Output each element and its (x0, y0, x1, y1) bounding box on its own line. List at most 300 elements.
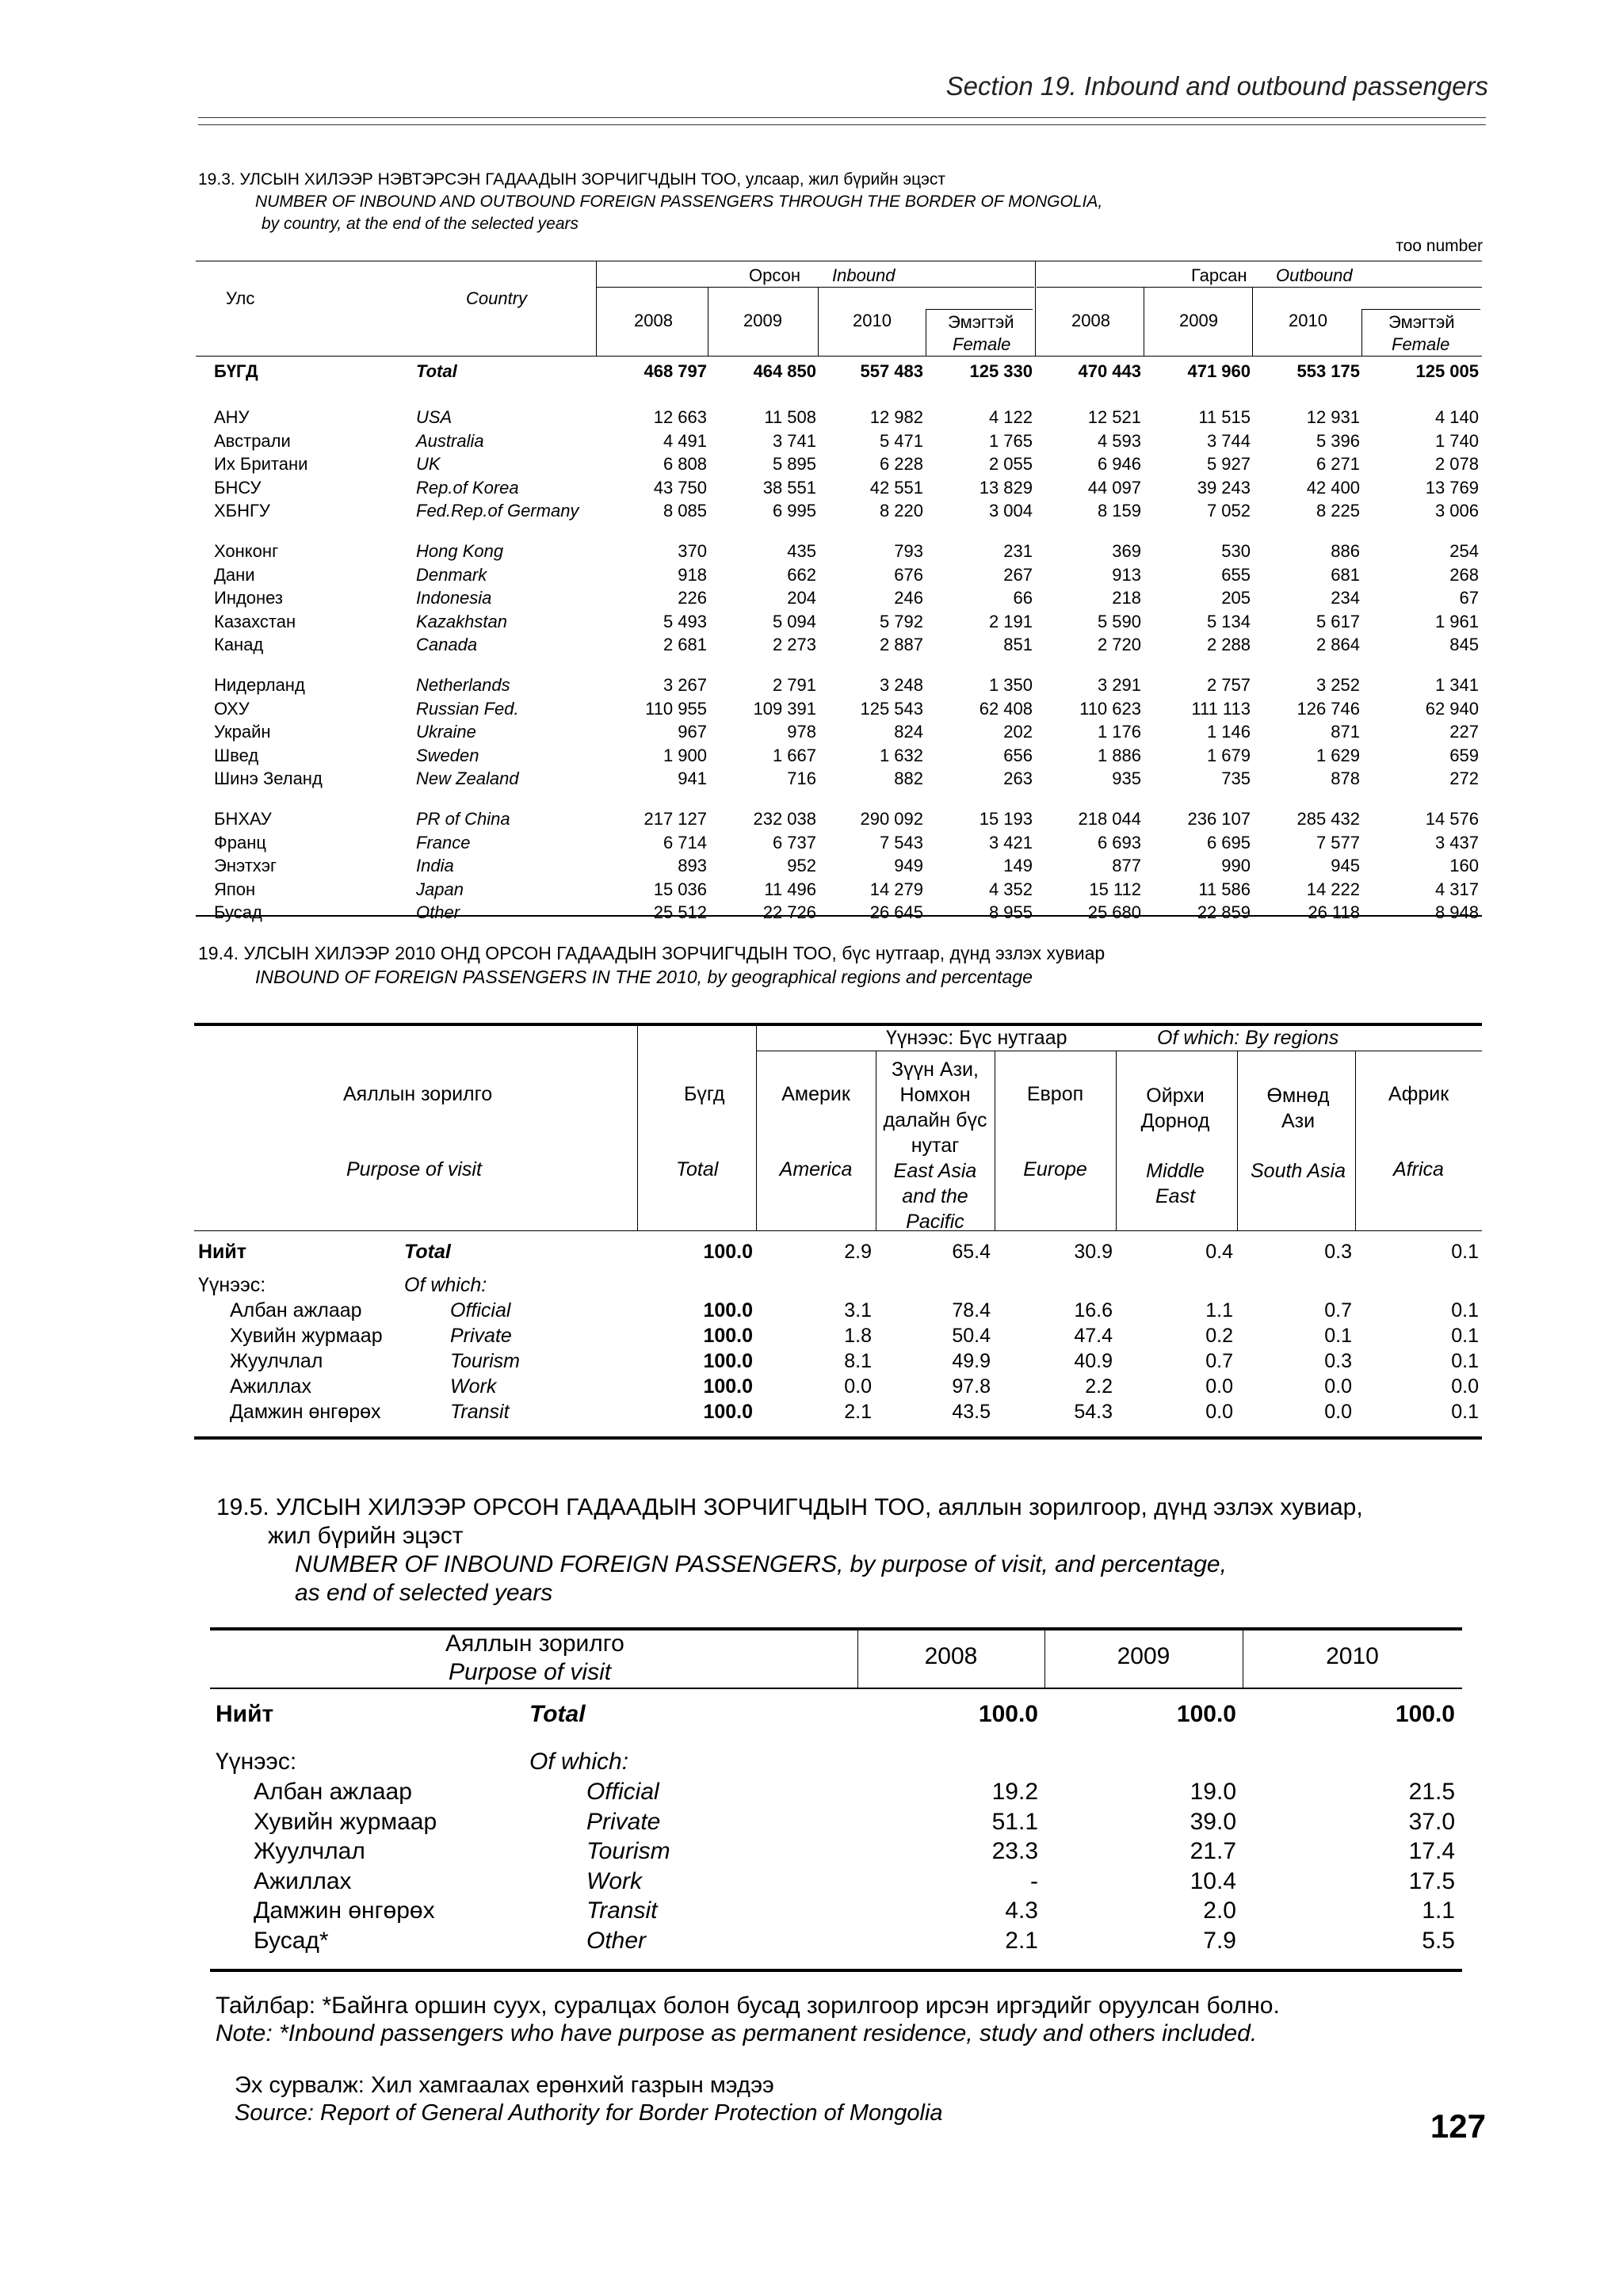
cell-value: 3 248 (879, 675, 923, 695)
cell-value: 100.0 (703, 1350, 753, 1372)
cell-value: 2 055 (988, 454, 1033, 474)
purpose-en: Official (586, 1779, 659, 1805)
t195-head-rule (210, 1688, 1462, 1689)
cell-value: 12 663 (653, 407, 707, 427)
cell-value: 2 288 (1206, 635, 1251, 654)
cell-value: 3 006 (1434, 501, 1479, 521)
cell-value: 3 291 (1097, 675, 1141, 695)
cell-value: 882 (894, 769, 923, 788)
t193-year-header: 2010 (853, 311, 892, 330)
cell-value: 2.1 (844, 1401, 872, 1423)
cell-value: 952 (787, 856, 816, 875)
cell-value: 1 961 (1434, 611, 1479, 631)
t194-regions-en: Of which: By regions (1157, 1027, 1339, 1049)
t193-title-mn: 19.3. УЛСЫН ХИЛЭЭР НЭВТЭРСЭН ГАДААДЫН ЗОРЧИГЧДЫН ТОО, улсаар, жил бүрийн эцэст (198, 170, 945, 189)
purpose-en: Tourism (450, 1350, 520, 1372)
purpose-en: Work (450, 1375, 497, 1398)
cell-value: 226 (678, 588, 707, 608)
t195-purpose-mn: Аяллын зорилго (445, 1630, 624, 1657)
cell-value: 16.6 (1074, 1299, 1113, 1322)
cell-value: 1 350 (988, 675, 1033, 695)
total-label-mn: БҮГД (214, 361, 258, 381)
cell-value: 655 (1221, 564, 1251, 585)
t193-outbound-rule (1037, 287, 1482, 288)
cell-value: 285 432 (1296, 809, 1360, 829)
cell-value: 2.1 (1005, 1927, 1038, 1954)
note-en: Note: *Inbound passengers who have purpose as permanent residence, study and others included. (216, 2020, 1258, 2046)
cell-value: 25 512 (653, 902, 707, 922)
cell-value: 13 829 (979, 477, 1033, 498)
ofwhich-mn: Үүнээс: (216, 1749, 297, 1775)
t195-title-mn: 19.5. УЛСЫН ХИЛЭЭР ОРСОН ГАДААДЫН ЗОРЧИГЧДЫН ТОО, аяллын зорилгоор, дүнд эзлэх хувиар, (216, 1494, 1363, 1520)
purpose-mn: Албан ажлаар (254, 1779, 412, 1805)
cell-value: 681 (1331, 564, 1360, 585)
cell-value: 6 693 (1097, 832, 1141, 852)
t194-vline (756, 1024, 757, 1230)
total-label-en: Total (529, 1701, 586, 1727)
cell-value: 8 948 (1434, 902, 1479, 922)
country-name-en: India (416, 856, 454, 875)
cell-value: 227 (1449, 722, 1479, 742)
cell-value: 1 341 (1434, 675, 1479, 695)
cell-value: 1 632 (879, 745, 923, 765)
cell-value: 15 112 (1089, 879, 1141, 899)
t193-year-header: 2008 (634, 311, 673, 330)
header-rule (198, 117, 1486, 118)
total-value: 125 330 (969, 361, 1033, 381)
cell-value: 12 521 (1087, 407, 1141, 427)
t194-col-europe-mn: Европ (1026, 1083, 1084, 1105)
cell-value: 676 (894, 564, 923, 585)
cell-value: 7 577 (1316, 832, 1360, 852)
note-mn: Тайлбар: *Байнга оршин суух, суралцах болон бусад зорилгоор ирсэн иргэдийг оруулсан болно. (216, 1993, 1280, 2019)
t193-year-header: 2009 (743, 311, 782, 330)
t193-female-en: Female (953, 334, 1011, 354)
cell-value: 656 (1003, 745, 1033, 765)
total-value: 0.4 (1205, 1241, 1233, 1263)
cell-value: 11 515 (1198, 407, 1251, 427)
total-value: 0.1 (1451, 1241, 1479, 1263)
t194-col-mideast-en: Middle East (1146, 1160, 1205, 1207)
cell-value: 17.4 (1408, 1838, 1455, 1864)
country-name-en: Russian Fed. (416, 698, 519, 719)
t194-purpose-mn: Аяллын зорилго (343, 1083, 493, 1105)
total-value: 100.0 (703, 1241, 753, 1263)
country-name-mn: Бусад (214, 902, 262, 922)
cell-value: 1 667 (772, 745, 816, 765)
cell-value: 5 471 (879, 430, 923, 451)
cell-value: 3 741 (772, 430, 816, 451)
cell-value: 263 (1003, 769, 1033, 788)
cell-value: 11 496 (764, 879, 816, 899)
cell-value: 1.1 (1422, 1897, 1455, 1924)
cell-value: 40.9 (1074, 1350, 1113, 1372)
country-name-en: UK (416, 454, 441, 474)
cell-value: 845 (1449, 635, 1479, 654)
t194-purpose-en: Purpose of visit (346, 1158, 482, 1180)
cell-value: 0.0 (844, 1375, 872, 1398)
country-name-mn: Австрали (214, 430, 291, 451)
cell-value: 0.0 (1451, 1375, 1479, 1398)
cell-value: 49.9 (952, 1350, 991, 1372)
cell-value: 2.2 (1085, 1375, 1113, 1398)
cell-value: 3.1 (844, 1299, 872, 1322)
cell-value: 978 (787, 722, 816, 742)
country-name-en: Indonesia (416, 588, 492, 608)
t194-col-america-en: America (779, 1158, 853, 1180)
t194-vline (637, 1024, 638, 1230)
t194-col-southasia-en: South Asia (1251, 1160, 1346, 1182)
country-name-mn: Хонконг (214, 541, 279, 561)
cell-value: 1.8 (844, 1325, 872, 1347)
t193-inbound-en: Inbound (832, 265, 896, 285)
cell-value: 0.7 (1205, 1350, 1233, 1372)
country-name-mn: БНХАУ (214, 809, 272, 829)
t194-col-africa-mn: Африк (1388, 1083, 1449, 1105)
t193-vline (818, 287, 819, 356)
cell-value: 12 982 (869, 407, 923, 427)
cell-value: 149 (1003, 856, 1033, 875)
country-name-mn: Индонез (214, 588, 284, 608)
cell-value: 5 590 (1097, 611, 1141, 631)
t193-year-header: 2008 (1071, 311, 1110, 330)
cell-value: 43.5 (952, 1401, 991, 1423)
cell-value: 2.0 (1203, 1897, 1236, 1924)
total-label-mn: Нийт (198, 1241, 247, 1263)
purpose-mn: Албан ажлаар (230, 1299, 362, 1322)
cell-value: 100.0 (703, 1299, 753, 1322)
cell-value: 50.4 (952, 1325, 991, 1347)
t194-total-mn: Бүгд (684, 1083, 725, 1105)
cell-value: 0.1 (1451, 1350, 1479, 1372)
total-value: 553 175 (1296, 361, 1360, 381)
cell-value: 17.5 (1408, 1867, 1455, 1894)
cell-value: 7 052 (1206, 501, 1251, 521)
cell-value: 4 140 (1434, 407, 1479, 427)
cell-value: 23.3 (991, 1838, 1038, 1864)
t193-female-mn: Эмэгтэй (948, 312, 1014, 332)
cell-value: 290 092 (860, 809, 923, 829)
cell-value: 913 (1112, 564, 1141, 585)
cell-value: 125 543 (860, 698, 923, 719)
country-name-en: Netherlands (416, 675, 510, 695)
cell-value: 22 726 (762, 902, 816, 922)
cell-value: 0.1 (1324, 1325, 1352, 1347)
t193-unit: тоо number (1396, 237, 1483, 255)
cell-value: 11 508 (764, 407, 816, 427)
purpose-mn: Дамжин өнгөрөх (230, 1401, 381, 1423)
country-name-en: USA (416, 407, 453, 427)
cell-value: 109 391 (753, 698, 816, 719)
country-name-mn: Канад (214, 635, 264, 654)
t194-col-mideast-mn: Ойрхи Дорнод (1140, 1085, 1210, 1132)
purpose-en: Transit (450, 1401, 510, 1423)
cell-value: 3 421 (988, 832, 1033, 852)
cell-value: 4 593 (1097, 430, 1141, 451)
cell-value: 793 (894, 541, 923, 561)
t193-col-ulс: Улс (226, 288, 255, 308)
cell-value: 19.0 (1190, 1779, 1236, 1805)
cell-value: 1 886 (1097, 745, 1141, 765)
country-name-en: Rep.of Korea (416, 477, 519, 498)
cell-value: 6 995 (772, 501, 816, 521)
cell-value: 530 (1221, 541, 1251, 561)
t193-female-en: Female (1392, 334, 1450, 354)
t195-title-mn2: жил бүрийн эцэст (268, 1523, 464, 1549)
cell-value: 5 895 (772, 454, 816, 474)
t193-vline (1361, 309, 1362, 356)
cell-value: 62 940 (1425, 698, 1479, 719)
country-name-en: Canada (416, 635, 478, 654)
cell-value: 202 (1003, 722, 1033, 742)
cell-value: 15 193 (979, 809, 1033, 829)
t195-year-header: 2009 (1117, 1643, 1170, 1669)
country-name-en: Hong Kong (416, 541, 504, 561)
cell-value: 851 (1003, 635, 1033, 654)
cell-value: 0.7 (1324, 1299, 1352, 1322)
cell-value: 8 159 (1097, 501, 1141, 521)
cell-value: 78.4 (952, 1299, 991, 1322)
country-name-en: Sweden (416, 745, 479, 765)
t193-head-rule (196, 356, 1482, 357)
cell-value: 2 864 (1316, 635, 1360, 654)
cell-value: 1 176 (1097, 722, 1141, 742)
page-number: 127 (1430, 2107, 1486, 2145)
cell-value: 6 737 (772, 832, 816, 852)
cell-value: 204 (787, 588, 816, 608)
cell-value: 1 765 (988, 430, 1033, 451)
total-label-mn: Нийт (216, 1701, 274, 1727)
cell-value: 21.5 (1408, 1779, 1455, 1805)
cell-value: 3 252 (1316, 675, 1360, 695)
cell-value: 877 (1112, 856, 1141, 875)
cell-value: 4 122 (988, 407, 1033, 427)
t193-vline (1035, 261, 1036, 356)
t194-top-rule (194, 1023, 1482, 1026)
country-name-mn: ХБНГУ (214, 501, 270, 521)
cell-value: 14 279 (869, 879, 923, 899)
cell-value: 8 955 (988, 902, 1033, 922)
cell-value: 100.0 (703, 1325, 753, 1347)
cell-value: 893 (678, 856, 707, 875)
total-value: 468 797 (643, 361, 707, 381)
cell-value: 12 931 (1306, 407, 1360, 427)
cell-value: 39 243 (1197, 477, 1251, 498)
ofwhich-en: Of which: (404, 1274, 487, 1296)
total-label-en: Total (404, 1241, 451, 1263)
total-value: 470 443 (1078, 361, 1141, 381)
cell-value: 3 267 (663, 675, 707, 695)
cell-value: - (1030, 1867, 1038, 1894)
cell-value: 100.0 (703, 1375, 753, 1398)
cell-value: 13 769 (1425, 477, 1479, 498)
cell-value: 232 038 (753, 809, 816, 829)
purpose-mn: Дамжин өнгөрөх (254, 1897, 435, 1924)
total-value: 0.3 (1324, 1241, 1352, 1263)
cell-value: 1 146 (1206, 722, 1251, 742)
t193-bottom-rule (196, 915, 1482, 917)
cell-value: 42 400 (1306, 477, 1360, 498)
cell-value: 47.4 (1074, 1325, 1113, 1347)
cell-value: 217 127 (643, 809, 707, 829)
t194-title-mn: 19.4. УЛСЫН ХИЛЭЭР 2010 ОНД ОРСОН ГАДААДЫН ЗОРЧИГЧДЫН ТОО, бүс нутгаар, дүнд эзлэх хувиар (198, 943, 1106, 963)
ofwhich-mn: Үүнээс: (198, 1274, 266, 1296)
cell-value: 2 757 (1206, 675, 1251, 695)
country-name-en: Japan (416, 879, 464, 899)
t195-title-en: NUMBER OF INBOUND FOREIGN PASSENGERS, by purpose of visit, and percentage, (295, 1551, 1227, 1577)
country-name-mn: Украйн (214, 722, 271, 742)
cell-value: 886 (1331, 541, 1360, 561)
purpose-en: Tourism (586, 1838, 670, 1864)
cell-value: 0.0 (1205, 1401, 1233, 1423)
cell-value: 62 408 (979, 698, 1033, 719)
purpose-mn: Жуулчлал (254, 1838, 365, 1864)
cell-value: 941 (678, 769, 707, 788)
cell-value: 26 645 (869, 902, 923, 922)
cell-value: 0.0 (1324, 1401, 1352, 1423)
cell-value: 7 543 (879, 832, 923, 852)
cell-value: 370 (678, 541, 707, 561)
cell-value: 236 107 (1187, 809, 1251, 829)
cell-value: 1 900 (663, 745, 707, 765)
cell-value: 39.0 (1190, 1808, 1236, 1835)
t193-inbound-mn: Орсон (749, 265, 800, 285)
cell-value: 2 720 (1097, 635, 1141, 654)
purpose-en: Private (586, 1808, 661, 1835)
country-name-mn: АНУ (214, 407, 250, 427)
cell-value: 8.1 (844, 1350, 872, 1372)
cell-value: 272 (1449, 769, 1479, 788)
t193-outbound-en: Outbound (1276, 265, 1353, 285)
country-name-mn: Энэтхэг (214, 856, 277, 875)
source-en: Source: Report of General Authority for Border Protection of Mongolia (235, 2100, 943, 2126)
total-value: 125 005 (1415, 361, 1479, 381)
cell-value: 21.7 (1190, 1838, 1236, 1864)
cell-value: 0.2 (1205, 1325, 1233, 1347)
cell-value: 0.1 (1451, 1325, 1479, 1347)
cell-value: 3 744 (1206, 430, 1251, 451)
cell-value: 5 927 (1206, 454, 1251, 474)
t193-vline (1252, 287, 1253, 356)
cell-value: 2 078 (1434, 454, 1479, 474)
total-value: 557 483 (860, 361, 923, 381)
t193-inbound-rule (596, 287, 1034, 288)
total-value: 65.4 (952, 1241, 991, 1263)
cell-value: 1 740 (1434, 430, 1479, 451)
cell-value: 2 681 (663, 635, 707, 654)
cell-value: 949 (894, 856, 923, 875)
cell-value: 268 (1449, 564, 1479, 585)
cell-value: 110 623 (1079, 698, 1141, 719)
cell-value: 1 679 (1206, 745, 1251, 765)
cell-value: 42 551 (869, 477, 923, 498)
purpose-en: Official (450, 1299, 511, 1322)
cell-value: 8 085 (663, 501, 707, 521)
purpose-mn: Хувийн журмаар (254, 1808, 437, 1835)
cell-value: 218 044 (1078, 809, 1141, 829)
cell-value: 5.5 (1422, 1927, 1455, 1954)
purpose-en: Work (586, 1867, 642, 1894)
cell-value: 37.0 (1408, 1808, 1455, 1835)
cell-value: 435 (787, 541, 816, 561)
cell-value: 44 097 (1087, 477, 1141, 498)
t195-year-header: 2008 (924, 1643, 978, 1669)
source-mn: Эх сурвалж: Хил хамгаалах ерөнхий газрын мэдээ (235, 2073, 774, 2098)
cell-value: 6 808 (663, 454, 707, 474)
cell-value: 4 352 (988, 879, 1033, 899)
cell-value: 935 (1112, 769, 1141, 788)
t194-col-europe-en: Europe (1023, 1158, 1087, 1180)
total-value: 2.9 (844, 1241, 872, 1263)
cell-value: 22 859 (1197, 902, 1251, 922)
t194-regions-mn: Үүнээс: Бүс нутгаар (886, 1027, 1067, 1049)
t194-col-eastasia-en: East Asia and the Pacific (893, 1160, 977, 1233)
purpose-mn: Жуулчлал (230, 1350, 323, 1372)
cell-value: 6 271 (1316, 454, 1360, 474)
cell-value: 0.1 (1451, 1401, 1479, 1423)
cell-value: 878 (1331, 769, 1360, 788)
cell-value: 26 118 (1308, 902, 1360, 922)
cell-value: 990 (1221, 856, 1251, 875)
purpose-mn: Бусад* (254, 1927, 329, 1954)
country-name-mn: Франц (214, 832, 266, 852)
country-name-mn: Швед (214, 745, 259, 765)
purpose-en: Private (450, 1325, 512, 1347)
country-name-mn: БНСУ (214, 477, 262, 498)
cell-value: 14 222 (1306, 879, 1360, 899)
cell-value: 218 (1112, 588, 1141, 608)
purpose-mn: Хувийн журмаар (230, 1325, 383, 1347)
cell-value: 5 617 (1316, 611, 1360, 631)
cell-value: 100.0 (703, 1401, 753, 1423)
t194-col-eastasia-mn: Зүүн Ази, Номхон далайн бүс нутаг (883, 1058, 987, 1157)
cell-value: 6 946 (1097, 454, 1141, 474)
purpose-en: Transit (586, 1897, 658, 1924)
cell-value: 19.2 (991, 1779, 1038, 1805)
section-title: Section 19. Inbound and outbound passengers (945, 71, 1488, 101)
total-value: 30.9 (1074, 1241, 1113, 1263)
cell-value: 4.3 (1005, 1897, 1038, 1924)
cell-value: 6 695 (1206, 832, 1251, 852)
country-name-mn: ОХУ (214, 698, 250, 719)
cell-value: 6 714 (663, 832, 707, 852)
cell-value: 126 746 (1296, 698, 1360, 719)
cell-value: 8 220 (879, 501, 923, 521)
t193-outbound-mn: Гарсан (1191, 265, 1247, 285)
cell-value: 246 (894, 588, 923, 608)
cell-value: 7.9 (1203, 1927, 1236, 1954)
cell-value: 38 551 (762, 477, 816, 498)
cell-value: 111 113 (1191, 698, 1251, 719)
cell-value: 5 493 (663, 611, 707, 631)
cell-value: 5 134 (1206, 611, 1251, 631)
total-value: 464 850 (753, 361, 816, 381)
cell-value: 14 576 (1425, 809, 1479, 829)
cell-value: 66 (1013, 588, 1033, 608)
country-name-en: Australia (416, 430, 484, 451)
t193-vline (596, 261, 597, 356)
cell-value: 824 (894, 722, 923, 742)
cell-value: 716 (787, 769, 816, 788)
cell-value: 2 191 (988, 611, 1033, 631)
cell-value: 2 887 (879, 635, 923, 654)
country-name-mn: Казахстан (214, 611, 296, 631)
cell-value: 4 491 (663, 430, 707, 451)
cell-value: 67 (1459, 588, 1479, 608)
cell-value: 5 094 (772, 611, 816, 631)
country-name-en: Other (416, 902, 460, 922)
cell-value: 25 680 (1087, 902, 1141, 922)
